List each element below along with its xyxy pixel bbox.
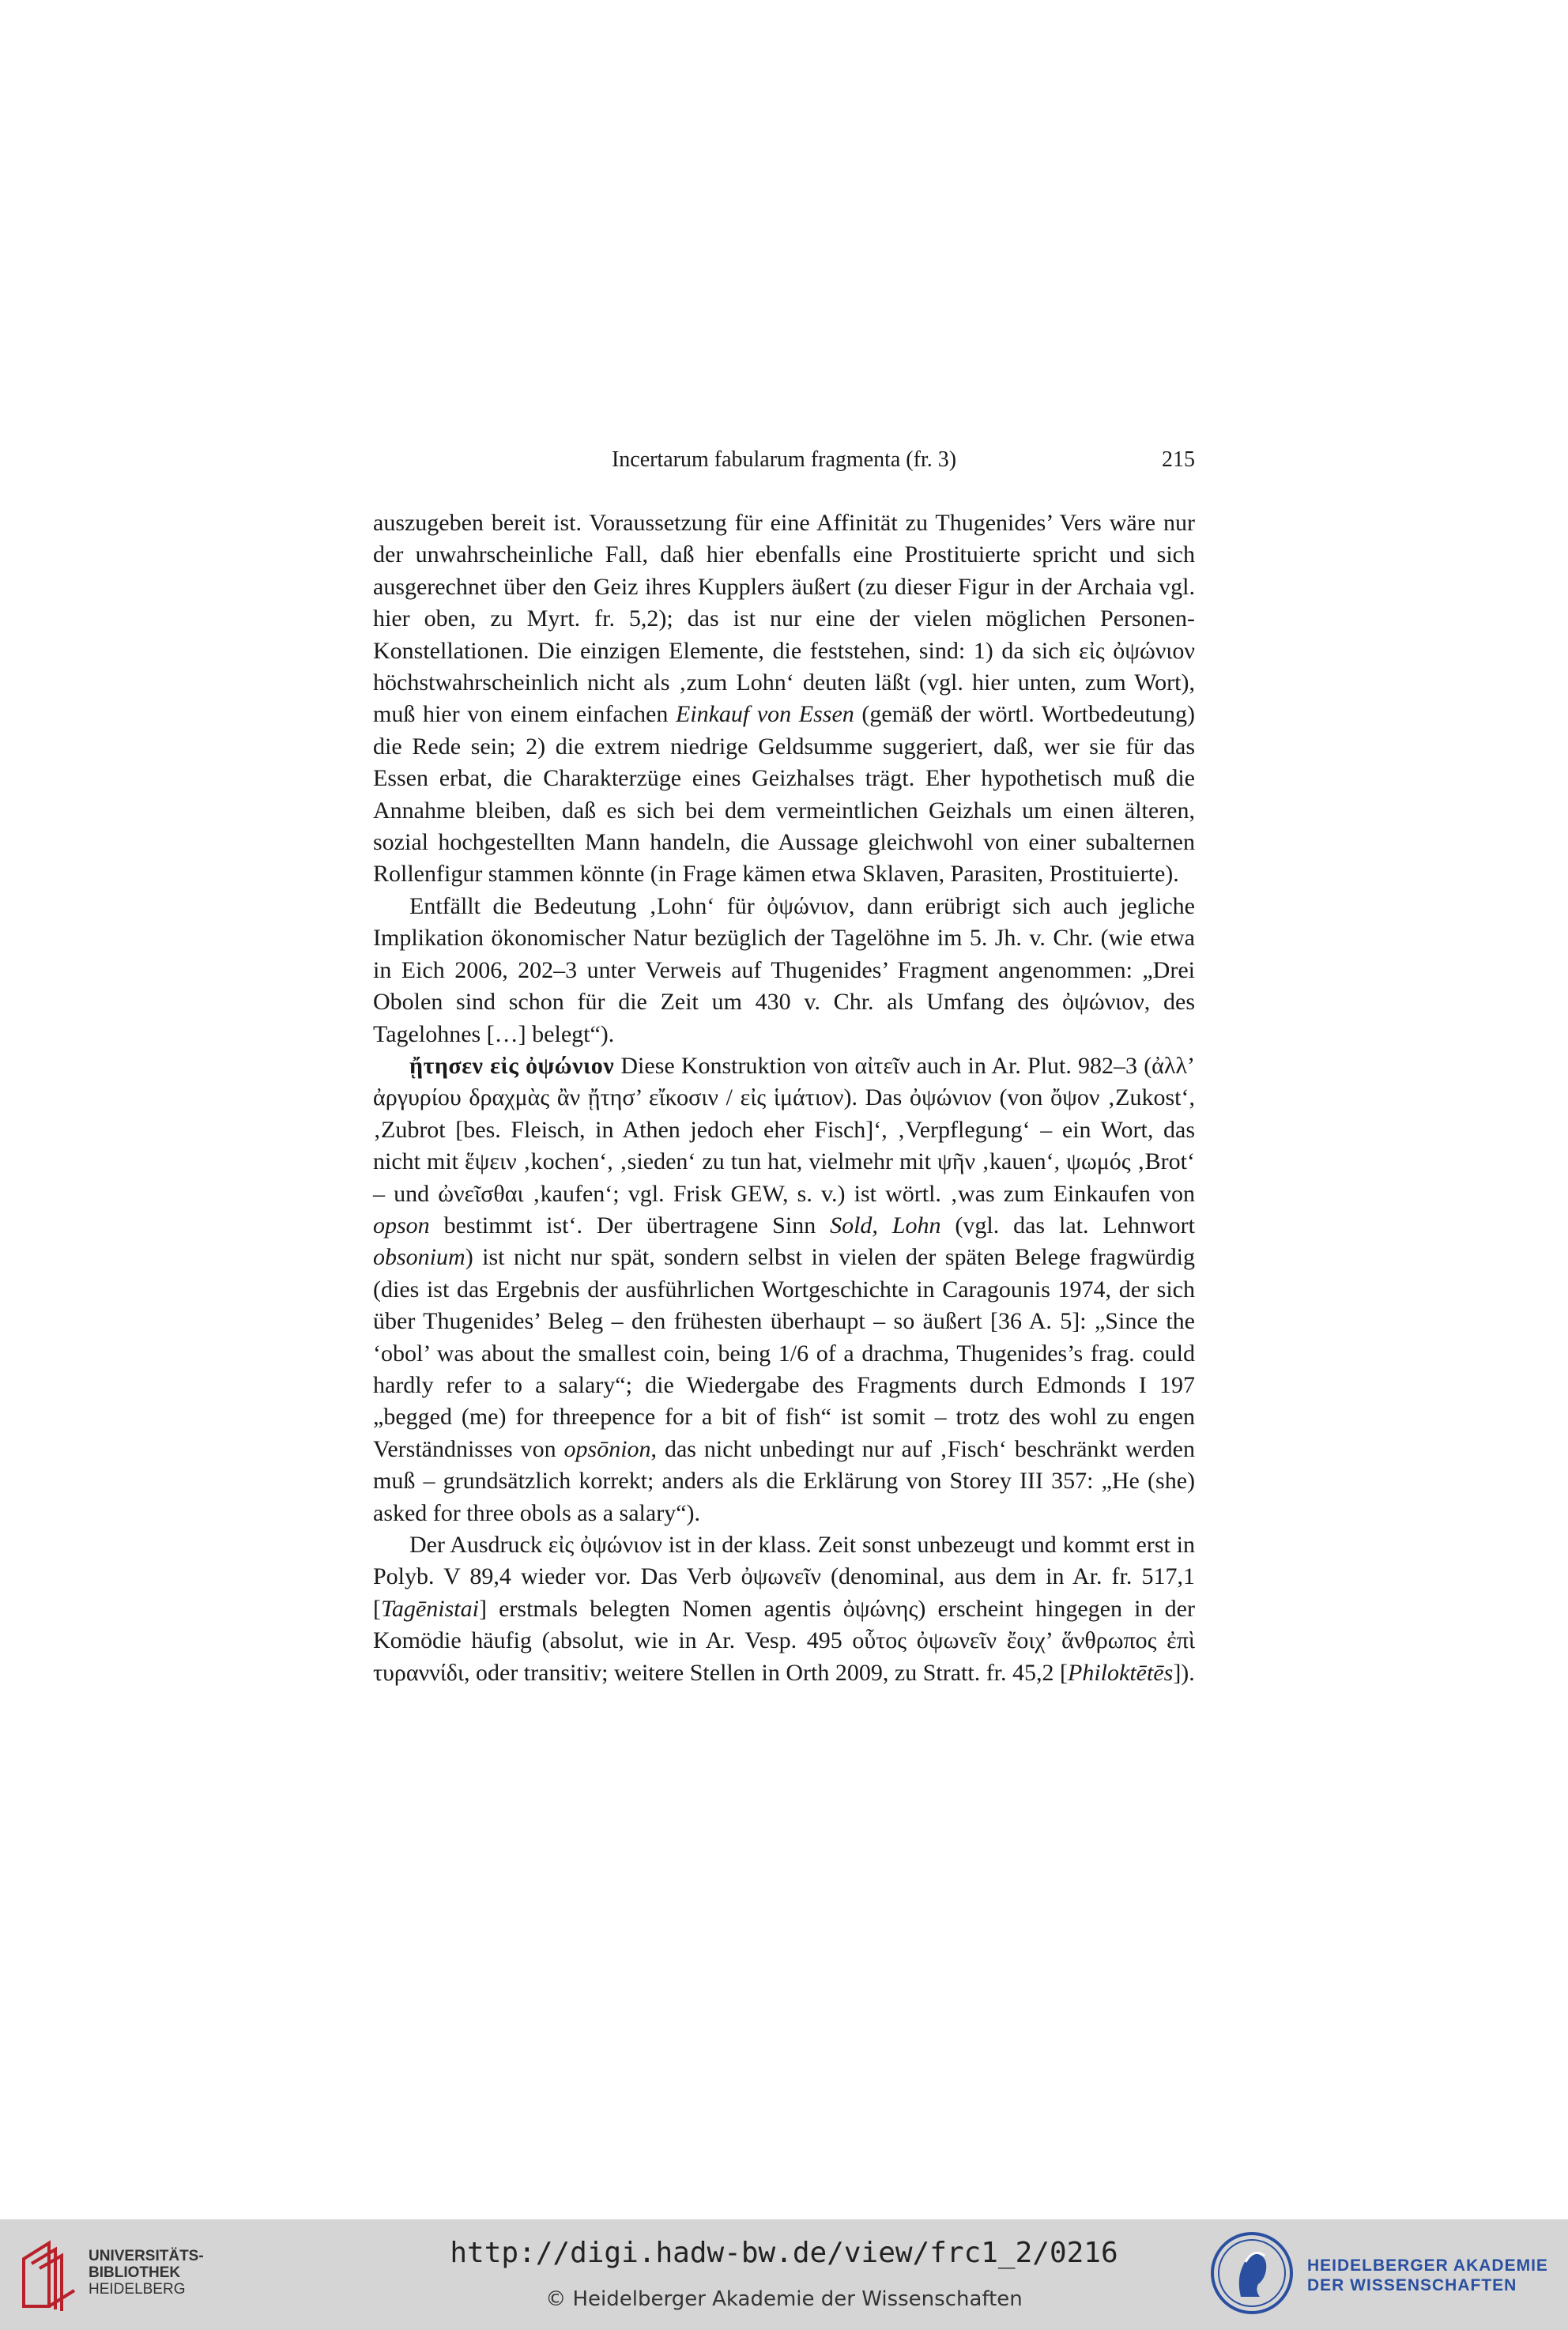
text-run: ]). xyxy=(1173,1659,1195,1686)
footer-bar xyxy=(0,2219,1568,2330)
academy-name: HEIDELBERGER AKADEMIE DER WISSENSCHAFTEN xyxy=(1307,2256,1548,2294)
text-run: (gemäß der wörtl. Wortbedeutung) die Rede sein; 2) die extrem niedrige Geldsumme suggeriert, daß, wer sie für das Essen erbat, die Charakterzüge eines Geizhalses trägt. Eher hypothetisch muß die Annahme bleiben, daß es sich bei dem vermeintlichen Geizhals um einen älteren, sozial hochgestellten Mann handeln, die Aussage gleichwohl von einer subalternen Rollenfigur stammen könnte (in Frage kämen etwa Sklaven, Parasiten, Prostituierte). xyxy=(373,701,1195,888)
text-run: ] erstmals belegten Nomen agentis ὀψώνης) erscheint hingegen in der Komödie häufig (absolut, wie in Ar. Vesp. 495 οὗτος ὀψωνεῖν ἔοιχ’ ἅνθρωπος ἐπὶ τυραννίδι, oder transitiv; weitere Stellen in Orth 2009, zu Stratt. fr. 45,2 [ xyxy=(373,1595,1195,1686)
italic-run: Sold, Lohn xyxy=(830,1212,941,1239)
paragraph-3-lemma-commentary xyxy=(373,1050,1195,1529)
copyright-notice: © Heidelberger Akademie der Wissenschaften xyxy=(545,2287,1023,2311)
running-title: Incertarum fabularum fragmenta (fr. 3) xyxy=(611,447,957,472)
university-library-name: UNIVERSITÄTS- BIBLIOTHEK HEIDELBERG xyxy=(89,2248,204,2298)
italic-run: Tagēnistai xyxy=(381,1595,479,1622)
italic-run: Einkauf von Essen xyxy=(675,701,854,728)
page-number: 215 xyxy=(1162,447,1195,472)
permalink-url[interactable]: http://digi.hadw-bw.de/view/frc1_2/0216 xyxy=(450,2237,1118,2269)
lemma: ᾔτησεν εἰς ὀψώνιον xyxy=(409,1052,615,1079)
paragraph-4 xyxy=(373,1529,1195,1689)
italic-run: opsōnion xyxy=(564,1435,651,1462)
text-run: auszugeben bereit ist. Voraussetzung für eine Affinität zu Thugenides’ Vers wäre nur der unwahrscheinliche Fall, daß hier ebenfalls eine Prostituierte spricht und sich ausgerechnet über den Geiz ihres Kupplers äußert (zu dieser Figur in der Archaia vgl. hier oben, zu Myrt. fr. 5,2); das ist nur eine der vielen möglichen Personen-Konstellationen. Die einzigen Elemente, die feststehen, sind: 1) da sich εἰς ὀψώνιον höchstwahrscheinlich nicht als ‚zum Lohn‘ deuten läßt (vgl. hier unten, zum Wort), muß hier von einem einfachen xyxy=(373,510,1195,728)
text-run: ) ist nicht nur spät, sondern selbst in vielen der späten Belege fragwürdig (dies ist das Ergebnis der ausführlichen Wortgeschichte in Caragounis 1974, der sich über Thugenides’ Beleg – den frühesten überhaupt – so äußert [36 A. 5]: „Since the ‘obol’ was about the smallest coin, being 1/6 of a drachma, Thugenides’s frag. could hardly refer to a salary“; die Wiedergabe des Fragments durch Edmonds I 197 „begged (me) for threepence for a bit of fish“ ist somit – trotz des wohl zu engen Verständnisses von xyxy=(373,1244,1195,1462)
italic-run: obsonium xyxy=(373,1244,466,1271)
text-run: (vgl. das lat. Lehnwort xyxy=(940,1212,1195,1239)
italic-run: Philoktētēs xyxy=(1068,1659,1174,1686)
academy-seal-icon xyxy=(1209,2230,1295,2316)
paragraph-1 xyxy=(373,507,1195,891)
paragraph-2 xyxy=(373,891,1195,1050)
text-run: bestimmt ist‘. Der übertragene Sinn xyxy=(429,1212,831,1239)
text-run: Diese Konstruktion von αἰτεῖν auch in Ar. Plut. 982–3 (ἀλλ’ ἀργυρίου δραχμὰς ἂν ᾔτησ’ εἴκοσιν / εἰς ἱμάτιον). Das ὀψώνιον (von ὄψον ‚Zukost‘, ‚Zubrot [bes. Fleisch, in Athen jedoch eher Fisch]‘, ‚Verpflegung‘ – ein Wort, das nicht mit ἕψειν ‚kochen‘, ‚sieden‘ zu tun hat, vielmehr mit ψῆν ‚kauen‘, ψωμός ‚Brot‘ – und ὠνεῖσθαι ‚kaufen‘; vgl. Frisk GEW, s. v.) ist wörtl. ‚was zum Einkaufen von xyxy=(373,1052,1195,1207)
text-run: Der Ausdruck εἰς ὀψώνιον ist in der klass. Zeit sonst unbezeugt und kommt erst in Polyb. V 89,4 wieder vor. Das Verb ὀψωνεῖν (denominal, aus dem in Ar. fr. 517,1 [ xyxy=(373,1532,1195,1622)
body-text xyxy=(373,507,1195,1689)
italic-run: opson xyxy=(373,1212,430,1239)
text-run: Entfällt die Bedeutung ‚Lohn‘ für ὀψώνιον, dann erübrigt sich auch jegliche Implikation ökonomischer Natur bezüglich der Tagelöhne im 5. Jh. v. Chr. (wie etwa in Eich 2006, 202–3 unter Verweis auf Thugenides’ Fragment angenommen: „Drei Obolen sind schon für die Zeit um 430 v. Chr. als Umfang des ὀψώνιον, des Tagelohnes […] belegt“). xyxy=(373,892,1195,1047)
text-run: , das nicht unbedingt nur auf ‚Fisch‘ beschränkt werden muß – grundsätzlich korrekt; anders als die Erklärung von Storey III 357: „He (she) asked for three obols as a salary“). xyxy=(373,1435,1195,1526)
page-header xyxy=(373,447,1195,479)
